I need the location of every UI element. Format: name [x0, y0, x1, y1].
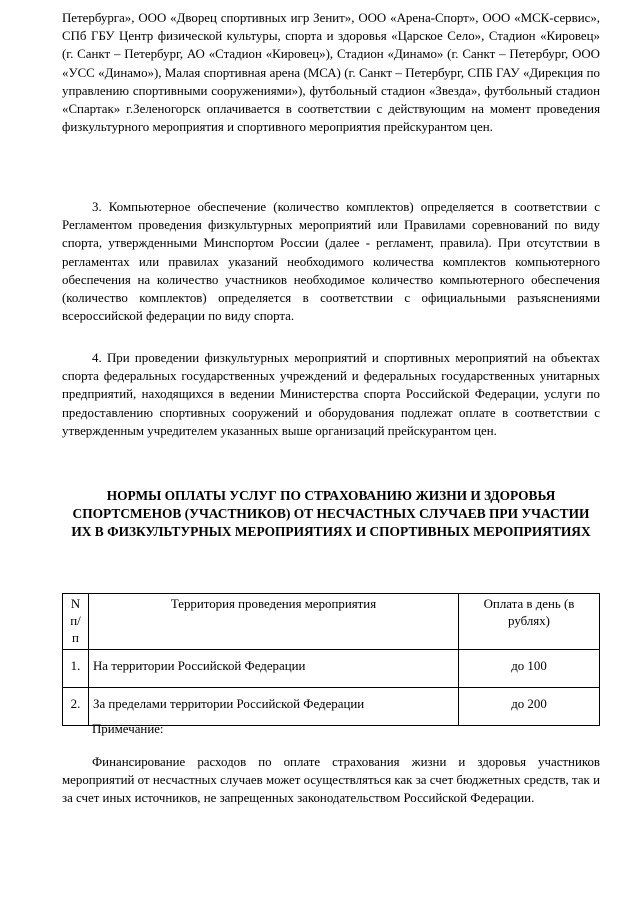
paragraph-insurance-financing: Финансирование расходов по оплате страхования жизни и здоровья участников мероприятий от несчастных случаев может осуществляться как за счет бюджетных средств, так и за счет иных источников, не запрещенных законодательством Российской Федерации. [62, 755, 600, 806]
paragraph-venues: Петербурга», ООО «Дворец спортивных игр Зенит», ООО «Арена-Спорт», ООО «МСК-сервис», СПб ГБУ Центр физической культуры, спорта и здоровья «Царское Село», Стадион «Кировец» (г. Санкт – Петербург, АО «Стадион «Кировец»), Стадион «Динамо» (г. Санкт – Петербург, ООО «УСС «Динамо»), Малая спортивная арена (МСА) (г. Санкт – Петербург, СПБ ГАУ «Дирекция по управлению спортивными сооружениями»), футбольный стадион «Звезда», футбольный стадион «Спартак» г.Зеленогорск оплачивается в соответствии с действующим на момент проведения физкультурного мероприятия и спортивного мероприятия прейскурантом цен. [62, 11, 600, 135]
table-row [63, 650, 600, 688]
header-payment: Оплата в день (в рублях) [459, 594, 600, 650]
header-number: N п/п [63, 594, 89, 650]
row-territory: На территории Российской Федерации [89, 650, 459, 688]
row-payment: до 200 [459, 688, 600, 726]
norms-title: НОРМЫ ОПЛАТЫ УСЛУГ ПО СТРАХОВАНИЮ ЖИЗНИ И ЗДОРОВЬЯ СПОРТСМЕНОВ (УЧАСТНИКОВ) ОТ НЕСЧАСТНЫХ СЛУЧАЕВ ПРИ УЧАСТИИ ИХ В ФИЗКУЛЬТУРНЫХ МЕРОПРИЯТИЯХ И СПОРТИВНЫХ МЕРОПРИЯТИЯХ [71, 488, 591, 539]
row-payment: до 100 [459, 650, 600, 688]
norms-table [62, 593, 600, 726]
row-number: 1. [63, 650, 89, 688]
row-number: 2. [63, 688, 89, 726]
paragraph-computer-equipment: 3. Компьютерное обеспечение (количество комплектов) определяется в соответствии с Регламентом проведения физкультурных мероприятий или Правилами соревнований по виду спорта, утвержденными Минспортом России (далее - регламент, правила). При отсутствии в регламентах или правилах указаний необходимого количества комплектов компьютерного обеспечения на количество участников необходимое количество компьютерного обеспечения (количество комплектов) определяется в соответствии с официальными разъяснениями всероссийской федерации по виду спорта. [62, 200, 600, 324]
paragraph-federal-venues: 4. При проведении физкультурных мероприятий и спортивных мероприятий на объектах спорта федеральных государственных учреждений и федеральных государственных унитарных предприятий, находящихся в ведении Министерства спорта Российской Федерации, услуги по предоставлению спортивных сооружений и оборудования подлежат оплате в соответствии с утвержденным учредителем указанных выше организаций прейскурантом цен. [62, 351, 600, 438]
header-territory: Территория проведения мероприятия [89, 594, 459, 650]
row-territory: За пределами территории Российской Федерации [89, 688, 459, 726]
note-label: Примечание: [92, 722, 164, 736]
table-header-row [63, 594, 600, 650]
